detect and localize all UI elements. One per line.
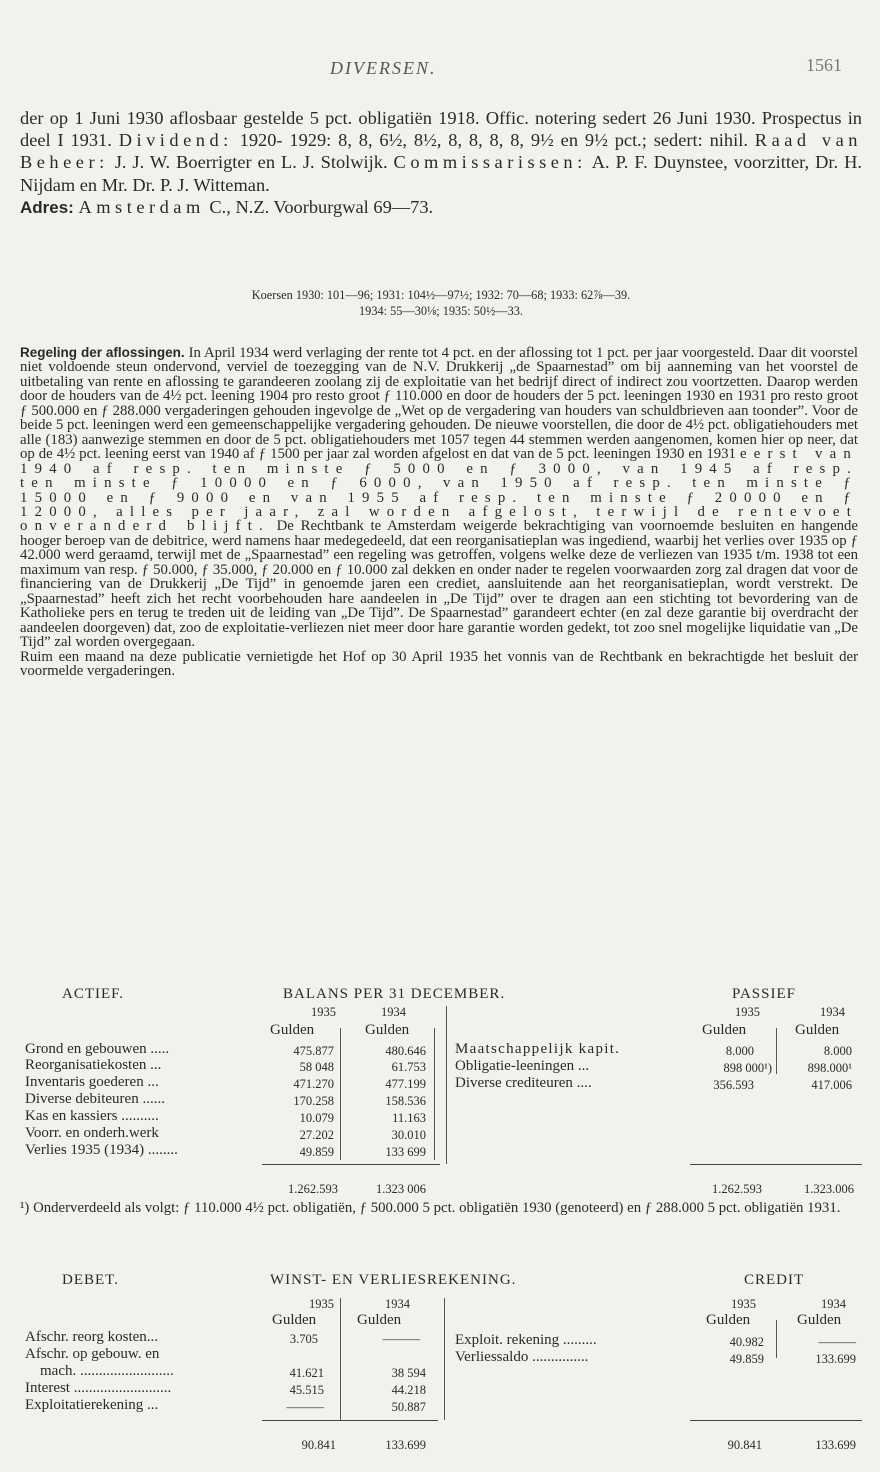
balans-center-rule [446,1006,447,1164]
winst-column-rule-1 [340,1298,341,1420]
balans-passief-total-1934: 1.323.006 [804,1182,854,1196]
row-value-1934: 30.010 [391,1128,426,1142]
winst-credit-total-rule [690,1420,862,1421]
row-label: Afschr. op gebouw. en [25,1346,160,1362]
winst-debet-total-rule [262,1420,438,1421]
regeling-text-c: De Rechtbank te Amsterdam weigerde bekrachtiging van voornoemde besluiten en hangende hooger beroep van de debitrice, werd namens haar medegedeeld, dat een reorganisatieplan was ingediend, waarbij het verlies over 1935 op ƒ 42.000 werd geraamd, terwijl met de „Spaarnestad” een regeling was getroffen, volgens welke deze de verliezen van 1935 t/m. 1938 tot een maximum van resp. ƒ 50.000, ƒ 35.000, ƒ 20.000 en ƒ 10.000 zal dekken en onder nader te regelen voorwaarden zorg zal dragen dat voor de financiering van de Drukkerij „De Tijd” in genoemde jaren een crediet, aansluitende aan het reorganisatieplan, wordt verstrekt. De „Spaarnestad” heeft zich het recht voorbehouden hare aandeelen in „De Tijd” over te dragen aan een stichting tot bevordering van de Katholieke pers en terug te treden uit de leiding van „De Tijd”. De Spaarnestad” garandeert echter (en zal deze garantie bij overdracht der aandeelen doorgeven) dat, zoo de exploitatie-verliezen niet meer door hare garantie worden gedekt, tot zoo snel mogelijke liquidatie van „De Tijd” zal worden overgegaan. [20,518,858,651]
row-leader: .......................... [73,1380,172,1396]
row-value-1935: 471.270 [293,1077,334,1091]
regeling-section [20,346,858,678]
row-leader: ... [577,1058,590,1074]
winst-debet-year-1935: 1935 [309,1297,334,1311]
intro-text-1: der op 1 Juni 1930 aflosbaar gestelde 5 pct. obligatiën 1918. Offic. notering sedert 26 Juni 1930. Prospectus in deel I 1931. [20,108,862,151]
winst-debet-total-1935: 90.841 [301,1438,336,1452]
running-header-title: DIVERSEN. [330,58,437,78]
row-value-1934: 477.199 [385,1077,426,1091]
row-label: Voorr. en onderh.werk [25,1125,159,1141]
winst-debet-unit-1: Gulden [272,1312,317,1328]
balans-actief-year-1934: 1934 [381,1005,406,1019]
row-label: Reorganisatiekosten [25,1057,147,1073]
row-value-1934: 8.000 [823,1044,852,1058]
winst-debet-total-1934: 133.699 [385,1438,426,1452]
row-label: Inventaris goederen [25,1074,144,1090]
row-value-1934: 44.218 [391,1383,426,1397]
winst-credit-unit-2: Gulden [797,1312,842,1328]
row-value-1934: 417.006 [811,1078,852,1092]
regeling-text-d: Ruim een maand na deze publicatie vernietigde het Hof op 30 April 1935 het vonnis van de Rechtbank en bekrachtigde het besluit der voormelde vergaderingen. [20,648,858,679]
row-value-1935: 58 048 [299,1060,334,1074]
row-label: Afschr. reorg kosten... [25,1329,159,1345]
koersen [20,288,862,319]
row-value-1934: 898.000¹ [807,1061,852,1075]
row-leader: .......... [121,1108,159,1124]
row-label: Exploitatierekening [25,1397,144,1413]
row-value-1935: 3.705 [289,1332,318,1346]
row-label: Maatschappelijk kapit. [455,1041,621,1057]
row-label: Interest [25,1380,70,1396]
balans-passief-title: PASSIEF [732,986,796,1002]
balans-passief-total-rule [690,1164,862,1165]
row-value-1935: 10.079 [299,1111,334,1125]
adres-label: Adres: [20,197,74,217]
row-value-1935: 49.859 [299,1145,334,1159]
winst-debet-year-1934: 1934 [385,1297,410,1311]
row-label: Kas en kassiers [25,1108,118,1124]
winst-credit-unit-1: Gulden [706,1312,751,1328]
row-value-1934: 11.163 [392,1111,426,1125]
row-value-1934: 61.753 [391,1060,426,1074]
row-value-1934: 158.536 [385,1094,426,1108]
row-value-1934: 50.887 [391,1400,426,1414]
row-value-1935: 170.258 [293,1094,334,1108]
balans-actief-title: ACTIEF. [62,986,125,1002]
row-label: Grond en gebouwen [25,1041,147,1057]
row-value-1935: 41.621 [289,1366,324,1380]
row-value-1935: 898 000¹) [723,1061,772,1075]
row-leader: ... [147,1074,159,1090]
winst-title: WINST- EN VERLIESREKENING. [270,1272,517,1288]
regeling-text-a: In April 1934 werd verlaging der rente tot 4 pct. en der aflossing tot 1 pct. per jaar voorgesteld. Daar dit voorstel niet voldoende steun ondervond, verviel de toezegging van de N.V. Drukkerij „de Spaarnestad” om bij aanneming van het voorstel de uitbetaling van rente en aflossing te garandeeren zoolang zij de exploitatie van het bedrijf direct of indirect zou voortzetten. Daarop werden door de houders van de 4½ pct. leening 1904 pro resto groot ƒ 110.000 en door de houders der 5 pct. leeningen 1930 en 1931 pro resto groot ƒ 500.000 en ƒ 288.000 vergaderingen gehouden ingevolge de „Wet op de vergadering van houders van schuldbrieven aan toonder”. Voor de beide 5 pct. leeningen werd een gemeenschappelijke vergadering gehouden. De nieuwe voorstellen, die door de 4½ pct. obligatiehouders met alle (183) aanwezige stemmen en door de 5 pct. obligatiehouders met 1057 tegen 44 stemmen werden aangenomen, komen hier op neer, dat op de 4½ pct. leening eerst van 1940 af ƒ 1500 per jaar zal worden afgelost en dat van de 5 pct. leeningen 1930 en 1931 [20,345,859,463]
row-value-1935: 40.982 [729,1335,764,1349]
winst-debet-title: DEBET. [62,1272,119,1288]
balans-actief-unit-2: Gulden [365,1022,410,1038]
balans-passief-unit-1: Gulden [702,1022,747,1038]
company-intro [20,107,862,219]
intro-text-2: 1920- 1929: 8, 8, 6½, 8½, 8, 8, 8, 8, 9½ en 9½ pct.; sedert: nihil. [239,130,748,151]
balans-passief-total-1935: 1.262.593 [712,1182,762,1196]
winst-credit-total-1935: 90.841 [727,1438,762,1452]
balans-actief-unit-1: Gulden [270,1022,315,1038]
balans-actief-total-1935: 1.262.593 [288,1182,338,1196]
page-number: 1561 [806,55,842,75]
adres-street: C., N.Z. Voorburgwal 69—73. [209,196,434,217]
koersen-line-2: 1934: 55—30⅛; 1935: 50½—33. [359,303,523,318]
raad-label: Raad van Beheer: [20,130,862,173]
row-value-1934: ——— [382,1332,420,1346]
winst-credit-year-1934: 1934 [821,1297,846,1311]
balans-passief-year-1935: 1935 [735,1005,760,1019]
row-value-1934: ——— [818,1335,856,1349]
winst-debet-unit-2: Gulden [357,1312,402,1328]
row-label: Exploit. rekening [455,1332,560,1348]
row-value-1935: 8.000 [725,1044,754,1058]
balans-actief-year-1935: 1935 [311,1005,336,1019]
row-label: Diverse debiteuren [25,1091,139,1107]
row-value-1935: 475.877 [293,1044,334,1058]
koersen-line-1: Koersen 1930: 101—96; 1931: 104½—97½; 1932: 70—68; 1933: 62⅞—39. [251,288,631,302]
balans-passief-year-1934: 1934 [820,1005,845,1019]
winst-credit-total-1934: 133.699 [815,1438,856,1452]
row-label: Diverse crediteuren [455,1075,573,1091]
row-label: Verliessaldo [455,1349,529,1365]
balans-footnote: ¹) Onderverdeeld als volgt: ƒ 110.000 4½ pct. obligatiën, ƒ 500.000 5 pct. obligatiën 1930 (genoteerd) en ƒ 288.000 5 pct. obligatiën 1931. [20,1200,841,1216]
row-leader: ..... [150,1041,170,1057]
dividend-label: Dividend: [118,130,233,151]
balans-actief-total-1934: 1.323 006 [376,1182,426,1196]
balans-passief-unit-2: Gulden [795,1022,840,1038]
row-leader: .... [576,1075,592,1091]
row-leader: ... [150,1057,162,1073]
row-value-1935: 356.593 [713,1078,754,1092]
row-value-1935: ——— [286,1400,324,1414]
row-label: Verlies 1935 (1934) [25,1142,145,1158]
row-leader: ......................... [79,1363,174,1379]
regeling-label: Regeling der aflossingen. [20,345,185,360]
intro-text-3: J. J. W. Boerrigter en L. J. Stolwijk. [114,152,388,173]
row-leader: ... [147,1397,159,1413]
regeling-text-b: eerst van 1940 af resp. ten minste ƒ 5000 en ƒ 3000, van 1945 af resp. ten minste ƒ 10000 en ƒ 6000, van 1950 af resp. ten minste ƒ 15000 en ƒ 9000 en van 1955 af resp. ten minste ƒ 20000 en ƒ 12000, alles per jaar, zal worden afgelost, terwijl de rentevoet onveranderd blijft. [20,446,859,535]
row-leader: ......... [562,1332,597,1348]
row-value-1934: 133.699 [815,1352,856,1366]
row-leader: ............... [532,1349,589,1365]
balans-column-rule-1 [340,1028,341,1160]
row-value-1934: 38 594 [391,1366,426,1380]
row-value-1934: 133 699 [385,1145,426,1159]
winst-center-rule [444,1298,445,1420]
row-value-1935: 27.202 [299,1128,334,1142]
winst-credit-column-rule [776,1320,777,1358]
balans-column-rule-2 [434,1028,435,1160]
row-value-1935: 45.515 [289,1383,324,1397]
row-leader: ...... [142,1091,165,1107]
row-value-1935: 49.859 [729,1352,764,1366]
row-value-1934: 480.646 [385,1044,426,1058]
winst-credit-year-1935: 1935 [731,1297,756,1311]
intro-text-4: A. P. F. Duynstee, voorzitter, Dr. H. Nijdam en Mr. Dr. P. J. Witteman. [20,152,862,195]
balans-title: BALANS PER 31 DECEMBER. [283,986,506,1002]
row-leader: ........ [147,1142,178,1158]
row-label: mach. [40,1363,77,1379]
winst-credit-title: CREDIT [744,1272,805,1288]
commissarissen-label: Commissarissen: [393,152,587,173]
balans-actief-total-rule [262,1164,440,1165]
adres-city: Amsterdam [78,196,205,217]
row-label: Obligatie-leeningen [455,1058,575,1074]
